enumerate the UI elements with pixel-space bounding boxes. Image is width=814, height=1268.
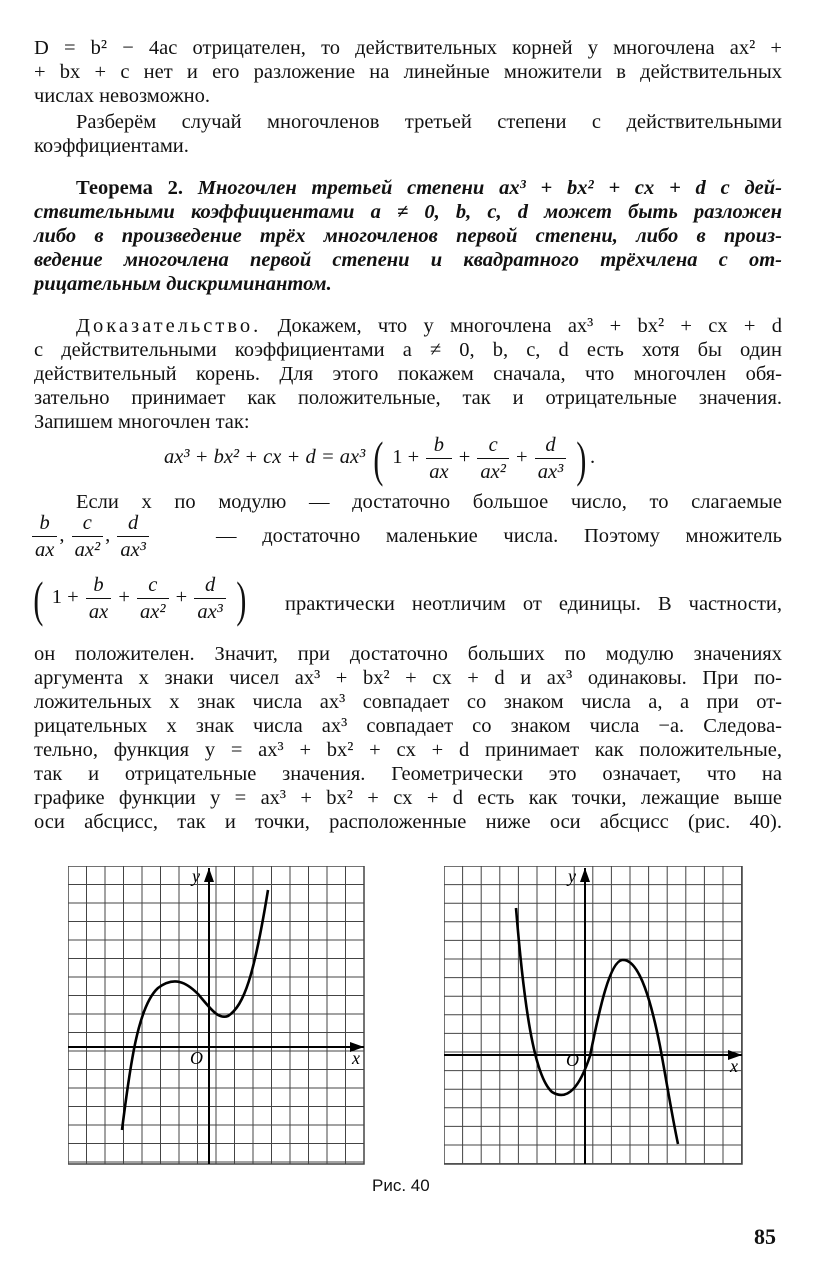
fraction: $\frac{c}{\text{ax²}}$ <box>477 432 509 485</box>
fraction: $\frac{c}{\text{ax²}}$ <box>72 510 104 563</box>
formula-one-plus: 1 + <box>392 446 420 469</box>
fraction: $\frac{d}{\text{ax³}}$ <box>194 572 226 625</box>
grid <box>444 866 742 1164</box>
y-axis-arrow-icon <box>204 868 214 882</box>
graph-left <box>68 866 372 1166</box>
text-line: он положителен. Значит, при достаточно больших по модулю значениях <box>34 643 782 665</box>
plus-sign: + <box>458 446 471 469</box>
display-formula <box>164 432 595 485</box>
text-line: рицательных x знак числа ax³ совпадает со знаком числа −a. Следова- <box>34 715 782 737</box>
y-axis-arrow-icon <box>580 868 590 882</box>
cubic-curve-falling <box>516 908 678 1144</box>
y-axis-label: y <box>568 866 576 886</box>
formula-lhs: ax³ + bx² + cx + d = ax³ <box>164 446 366 469</box>
fraction: $\frac{b}{ax}$ <box>32 510 57 563</box>
theorem-label: Теорема 2. <box>76 177 183 199</box>
graph-right <box>444 866 748 1166</box>
text-line: D = b² − 4ac отрицателен, то действительных корней у многочлена ax² + <box>34 37 782 59</box>
text-line: оси абсцисс, так и точки, расположенные ниже оси абсцисс (рис. 40). <box>34 811 782 833</box>
text-line: коэффициентами. <box>34 135 189 157</box>
theorem-text: рицательным дискриминантом. <box>34 273 332 295</box>
text-line: Разберём случай многочленов третьей степени с действительными <box>76 111 782 133</box>
text-line: Если x по модулю — достаточно большое число, то слагаемые <box>76 491 782 513</box>
y-axis-label: y <box>192 866 200 886</box>
text-line: Запишем многочлен так: <box>34 411 250 433</box>
fraction: $\frac{b}{ax}$ <box>426 432 451 485</box>
text-line: аргумента x знаки чисел ax³ + bx² + cx + d и ax³ одинаковы. При по- <box>34 667 782 689</box>
right-paren: ) <box>576 430 587 487</box>
cubic-curve-rising <box>122 890 268 1130</box>
proof-label: Доказательство. <box>76 315 262 337</box>
theorem-line <box>76 176 782 200</box>
proof-line <box>76 314 782 338</box>
origin-label: O <box>190 1048 203 1068</box>
theorem-text: Многочлен третьей степени ax³ + bx² + cx + d с дей- <box>197 177 782 199</box>
inline-fractions: $\frac{b}{ax}$ , $\frac{c}{\text{ax²}}$ , $\frac{d}{\text{ax³}}$ <box>30 510 151 563</box>
text-line: числах невозможно. <box>34 85 210 107</box>
text-line: тельно, функция y = ax³ + bx² + cx + d принимает как положительные, <box>34 739 782 761</box>
x-axis-label: x <box>352 1048 360 1068</box>
text-line: — достаточно маленькие числа. Поэтому множитель <box>216 525 782 547</box>
proof-text: Докажем, что у многочлена ax³ + bx² + cx + d <box>277 315 783 337</box>
text-line: + bx + c нет и его разложение на линейные множители в действительных <box>34 61 782 83</box>
theorem-text: либо в произведение трёх многочленов первой степени, либо в произ- <box>34 225 782 247</box>
text-line: зательно принимает как положительные, так и отрицательные значения. <box>34 387 782 409</box>
text-line: ложительных x знак числа ax³ совпадает со знаком числа a, а при от- <box>34 691 782 713</box>
theorem-text: ведение многочлена первой степени и квадратного трёхчлена с от- <box>34 249 782 271</box>
text-line: практически неотличим от единицы. В частности, <box>285 593 782 615</box>
fraction: $\frac{d}{\text{ax³}}$ <box>117 510 149 563</box>
plus-sign: + <box>516 446 528 469</box>
fraction: $\frac{c}{\text{ax²}}$ <box>137 572 169 625</box>
page-number: 85 <box>754 1224 776 1249</box>
origin-label: O <box>566 1050 579 1070</box>
text-line: с действительными коэффициентами a ≠ 0, b, c, d есть хотя бы один <box>34 339 782 361</box>
factor-formula: ( 1 + $\frac{b}{ax}$ + $\frac{c}{\text{ax²}}$ + $\frac{d}{\text{ax³}}$ ) <box>33 570 247 627</box>
text-line: действительный корень. Для этого покажем сначала, что многочлен обя- <box>34 363 782 385</box>
figure-caption: Рис. 40 <box>372 1176 430 1195</box>
left-paren: ( <box>33 570 44 627</box>
text-line: графике функции y = ax³ + bx² + cx + d есть как точки, лежащие выше <box>34 787 782 809</box>
theorem-text: ствительными коэффициентами a ≠ 0, b, c, d может быть разложен <box>34 201 782 223</box>
formula-dot: . <box>590 446 596 469</box>
fraction: $\frac{d}{\text{ax³}}$ <box>535 432 567 485</box>
left-paren: ( <box>373 430 384 487</box>
text-line: так и отрицательные значения. Геометрически это означает, что на <box>34 763 782 785</box>
fraction: $\frac{b}{ax}$ <box>86 572 111 625</box>
x-axis-label: x <box>730 1056 738 1076</box>
right-paren: ) <box>236 570 247 627</box>
